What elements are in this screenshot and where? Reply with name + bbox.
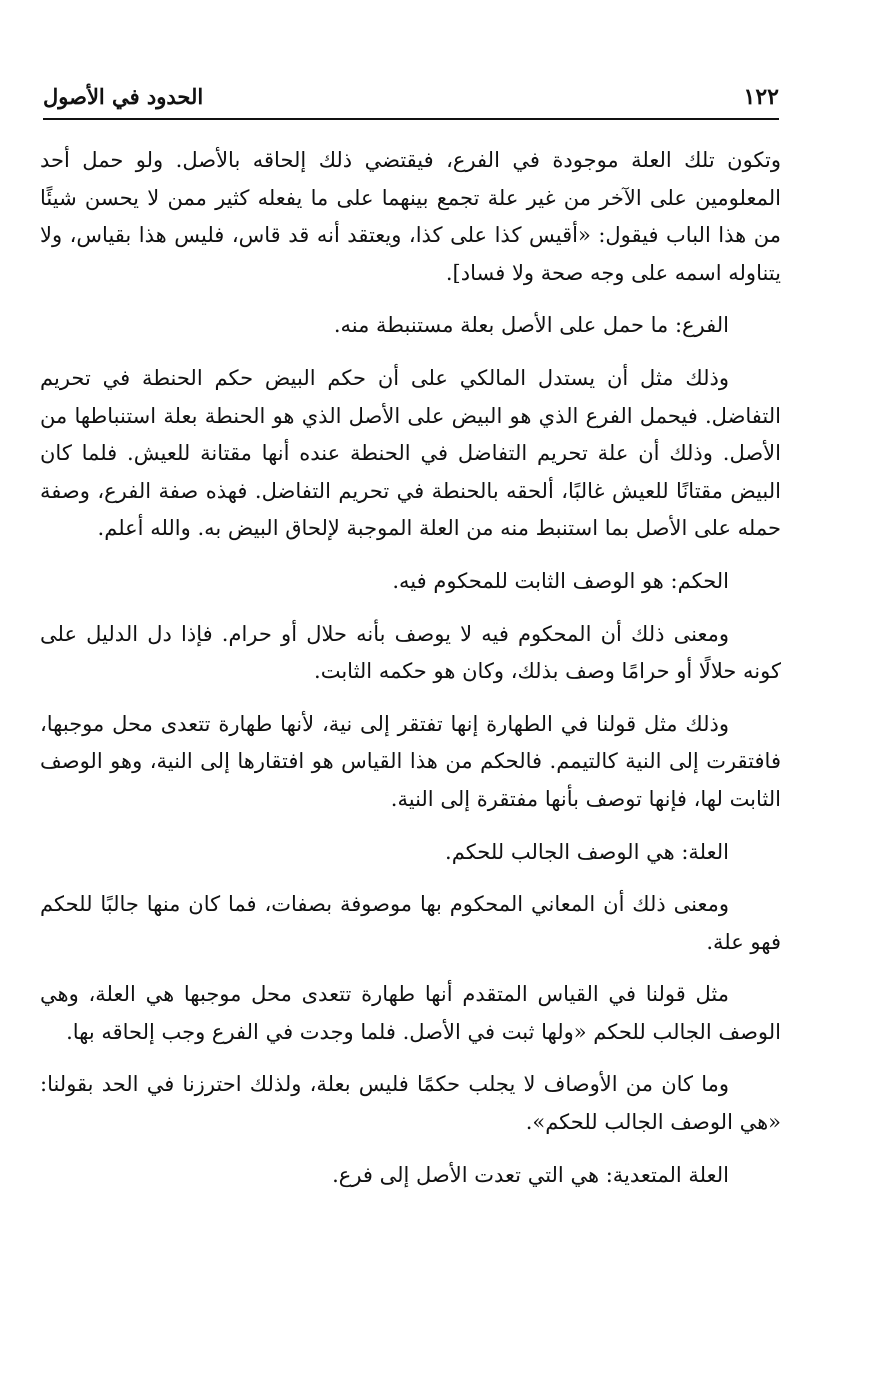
paragraph-cause-restriction: وما كان من الأوصاف لا يجلب حكمًا فليس بعلة، ولذلك احترزنا في الحد بقولنا: «هي الوصف الجالب للحكم».: [40, 1072, 781, 1135]
paragraph-ruling-example: وذلك مثل قولنا في الطهارة إنها تفتقر إلى نية، لأنها طهارة تتعدى محل موجبها، فافتقرت إلى النية كالتيمم. فالحكم من هذا القياس هو افتقارها إلى النية، وهو الوصف الثابت لها، فإنها توصف بأنها مفتقرة إلى النية.: [40, 711, 781, 811]
page-number: ١٢٢: [743, 84, 779, 110]
paragraph-cause-example: مثل قولنا في القياس المتقدم أنها طهارة تتعدى محل موجبها هي العلة، وهي الوصف الجالب للحكم «ولها ثبت في الأصل. فلما وجدت في الفرع وجب إلحاقه بها.: [40, 982, 781, 1044]
body-text: [40, 142, 781, 1209]
definition-branch: الفرع: ما حمل على الأصل بعلة مستنبطة منه.: [333, 313, 729, 338]
definition-cause: العلة: هي الوصف الجالب للحكم.: [445, 839, 729, 864]
running-title: الحدود في الأصول: [43, 84, 204, 109]
page-header: [43, 78, 779, 120]
paragraph-branch-example: وذلك مثل أن يستدل المالكي على أن حكم البيض حكم الحنطة في تحريم التفاضل. فيحمل الفرع الذي هو البيض على الأصل الذي هو الحنطة بعلة استنباطها من الأصل. وذلك أن علة تحريم التفاضل في الحنطة عنده أنها مقتانة للعيش. فلما كان البيض مقتانًا للعيش غالبًا، ألحقه بالحنطة في تحريم التفاضل. فهذه صفة الفرع، وصفة حمله على الأصل بما استنبط منه من العلة الموجبة لإلحاق البيض به. والله أعلم.: [40, 365, 781, 541]
definition-ruling: الحكم: هو الوصف الثابت للمحكوم فيه.: [392, 568, 729, 593]
paragraph-ruling-meaning: ومعنى ذلك أن المحكوم فيه لا يوصف بأنه حلال أو حرام. فإذا دل الدليل على كونه حلالًا أو حرامًا وصف بذلك، وكان هو حكمه الثابت.: [40, 621, 781, 684]
paragraph-cause-meaning: ومعنى ذلك أن المعاني المحكوم بها موصوفة بصفات، فما كان منها جالبًا للحكم فهو علة.: [40, 892, 781, 954]
paragraph-continuation: وتكون تلك العلة موجودة في الفرع، فيقتضي ذلك إلحاقه بالأصل. ولو حمل أحد المعلومين على الآخر من غير علة تجمع بينهما على ما يفعله كثير ممن لا يحسن شيئًا من هذا الباب فيقول: «أقيس كذا على كذا، ويعتقد أنه قد قاس، فليس هذا بقياس، ولا يتناوله اسمه على وجه صحة ولا فساد].: [40, 148, 781, 285]
definition-transitive-cause: العلة المتعدية: هي التي تعدت الأصل إلى فرع.: [332, 1162, 729, 1187]
